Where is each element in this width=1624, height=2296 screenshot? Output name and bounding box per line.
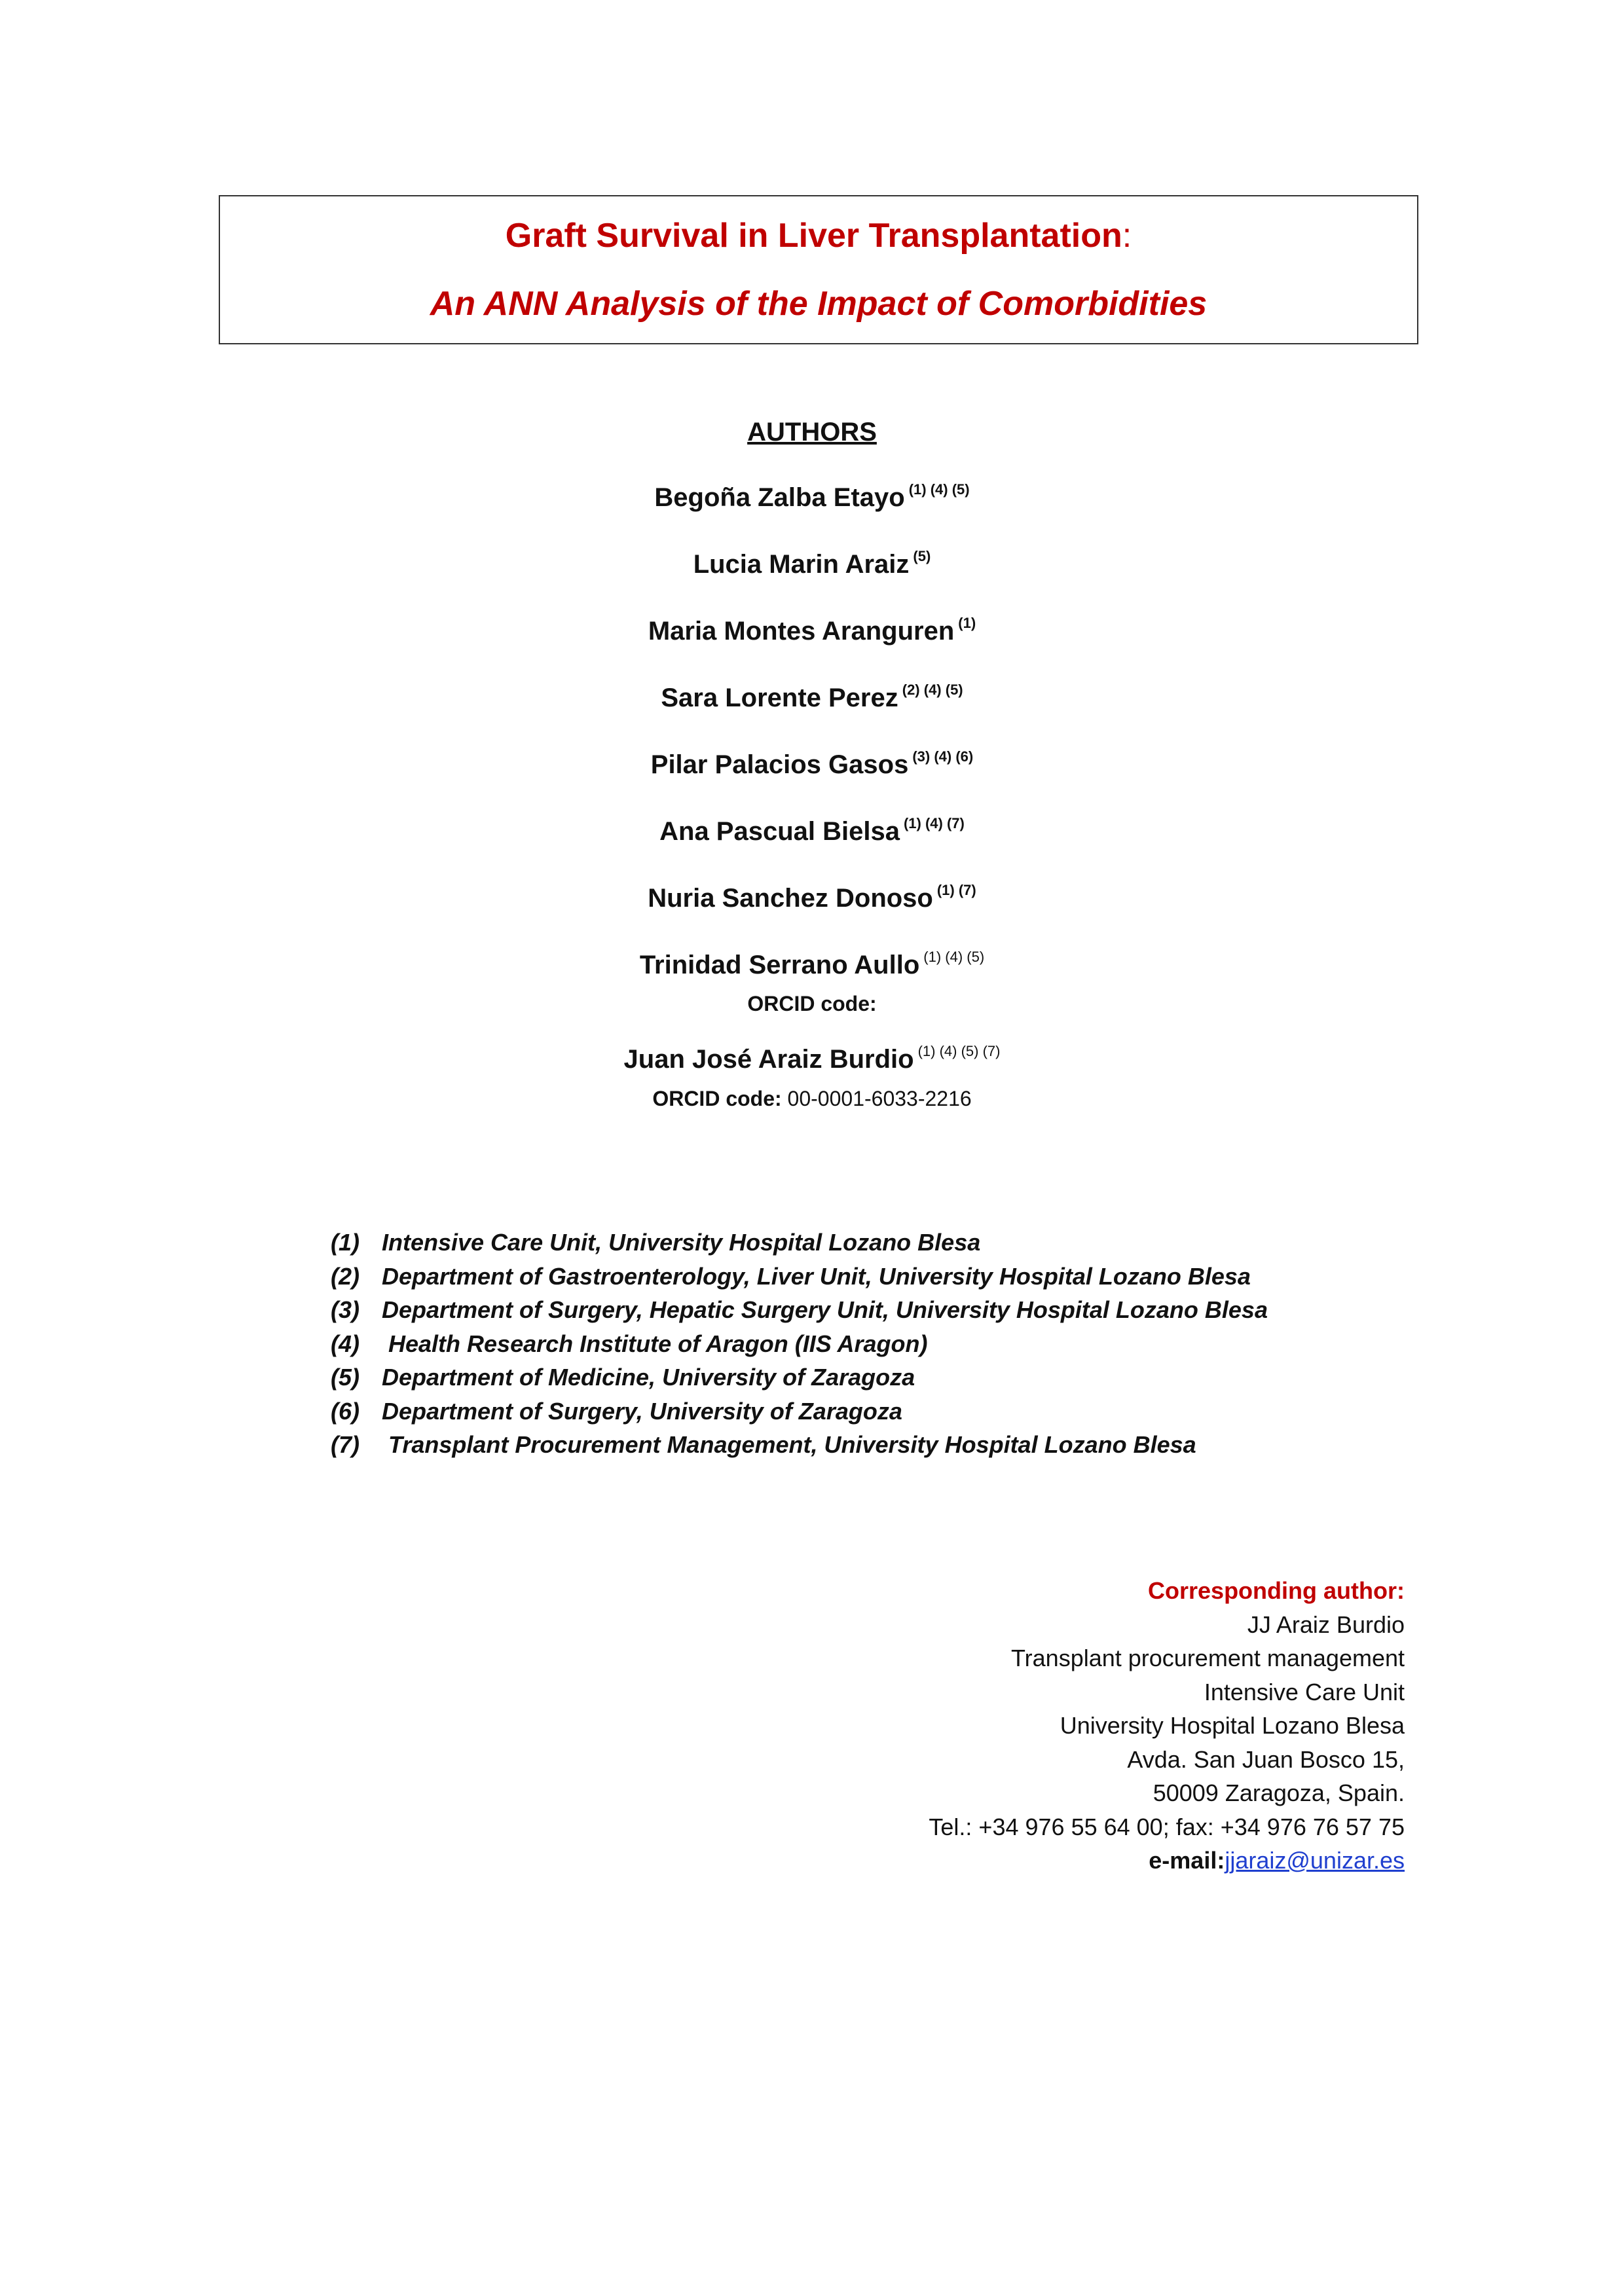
- affiliation-number: (7): [331, 1431, 360, 1458]
- author-affiliation-marks: (2) (4) (5): [902, 682, 963, 698]
- corresponding-city: 50009 Zaragoza, Spain.: [1153, 1779, 1405, 1806]
- affiliation-number: (1): [331, 1229, 360, 1256]
- affiliation-item: [331, 1428, 1268, 1462]
- author-affiliation-marks: (3) (4) (6): [912, 748, 974, 765]
- affiliation-number: (3): [331, 1296, 360, 1323]
- affiliation-number: (5): [331, 1364, 360, 1391]
- author-name: Trinidad Serrano Aullo $^{(1) (4) (5)}$: [639, 949, 985, 979]
- affiliation-number: (4): [331, 1330, 360, 1357]
- orcid-label: ORCID code:: [652, 1087, 782, 1110]
- title-main-text: Graft Survival in Liver Transplantation: [505, 217, 1122, 255]
- author-name: Pilar Palacios Gasos $^{(3) (4) (6)}$: [650, 748, 974, 779]
- affiliation-item: [331, 1293, 1268, 1327]
- author-affiliation-marks: (1) (4) (5): [908, 481, 970, 498]
- author-affiliation-marks: (5): [913, 548, 931, 564]
- affiliation-text: Transplant Procurement Management, University Hospital Lozano Blesa: [382, 1431, 1196, 1458]
- orcid-label: ORCID code:: [747, 992, 877, 1015]
- author-name: Lucia Marin Araiz $^{(5)}$: [693, 548, 931, 579]
- affiliation-text: Intensive Care Unit, University Hospital Lozano Blesa: [382, 1229, 981, 1256]
- corresponding-author-block: [929, 1574, 1405, 1878]
- affiliation-text: Department of Surgery, University of Zaragoza: [382, 1397, 902, 1425]
- corresponding-hospital: University Hospital Lozano Blesa: [1060, 1712, 1405, 1739]
- affiliation-text: Department of Gastroenterology, Liver Unit, University Hospital Lozano Blesa: [382, 1262, 1251, 1290]
- corresponding-email-line: [929, 1844, 1405, 1878]
- affiliation-item: [331, 1327, 1268, 1361]
- author-affiliation-marks: (1): [958, 615, 976, 631]
- affiliation-number: (6): [331, 1397, 360, 1425]
- author-name: Begoña Zalba Etayo $^{(1) (4) (5)}$: [654, 481, 970, 512]
- author-name: Juan José Araiz Burdio $^{(1) (4) (5) (7)}$: [623, 1043, 1001, 1074]
- corresponding-phone: Tel.: +34 976 55 64 00; fax: +34 976 76 57 75: [929, 1813, 1405, 1840]
- affiliation-item: [331, 1360, 1268, 1394]
- affiliation-text: Health Research Institute of Aragon (IIS Aragon): [382, 1330, 928, 1357]
- affiliations-list: [331, 1226, 1268, 1462]
- email-link[interactable]: jjaraiz@unizar.es: [1225, 1847, 1405, 1874]
- corresponding-name: JJ Araiz Burdio: [1247, 1611, 1405, 1638]
- author-affiliation-marks: (1) (4) (5): [923, 949, 985, 965]
- corresponding-author-title: Corresponding author:: [1148, 1577, 1405, 1604]
- author-name: Ana Pascual Bielsa $^{(1) (4) (7)}$: [659, 815, 965, 846]
- author-name: Maria Montes Aranguren $^{(1)}$: [648, 615, 976, 646]
- author-affiliation-marks: (1) (7): [936, 882, 976, 898]
- authors-heading: AUTHORS: [747, 418, 877, 446]
- title-colon: :: [1122, 217, 1132, 255]
- author-name: Nuria Sanchez Donoso $^{(1) (7)}$: [648, 882, 976, 913]
- corresponding-department: Transplant procurement management: [1011, 1645, 1405, 1671]
- affiliation-item: [331, 1226, 1268, 1260]
- affiliation-text: Department of Medicine, University of Zaragoza: [382, 1364, 915, 1391]
- orcid-line: [0, 1087, 1624, 1111]
- corresponding-street: Avda. San Juan Bosco 15,: [1127, 1745, 1405, 1773]
- affiliation-item: [331, 1260, 1268, 1294]
- affiliation-item: [331, 1394, 1268, 1429]
- orcid-value: 00-0001-6033-2216: [787, 1087, 972, 1110]
- orcid-line: [0, 992, 1624, 1016]
- author-affiliation-marks: (1) (4) (5) (7): [917, 1043, 1001, 1059]
- affiliation-text: Department of Surgery, Hepatic Surgery Unit, University Hospital Lozano Blesa: [382, 1296, 1268, 1323]
- affiliation-number: (2): [331, 1262, 360, 1290]
- title-line-2: An ANN Analysis of the Impact of Comorbidities: [430, 285, 1208, 323]
- author-name: Sara Lorente Perez $^{(2) (4) (5)}$: [661, 682, 963, 712]
- title-line-1: [220, 216, 1417, 255]
- author-affiliation-marks: (1) (4) (7): [903, 815, 965, 831]
- corresponding-unit: Intensive Care Unit: [1204, 1678, 1405, 1705]
- title-box: [219, 195, 1418, 344]
- email-label: e-mail:: [1149, 1847, 1225, 1874]
